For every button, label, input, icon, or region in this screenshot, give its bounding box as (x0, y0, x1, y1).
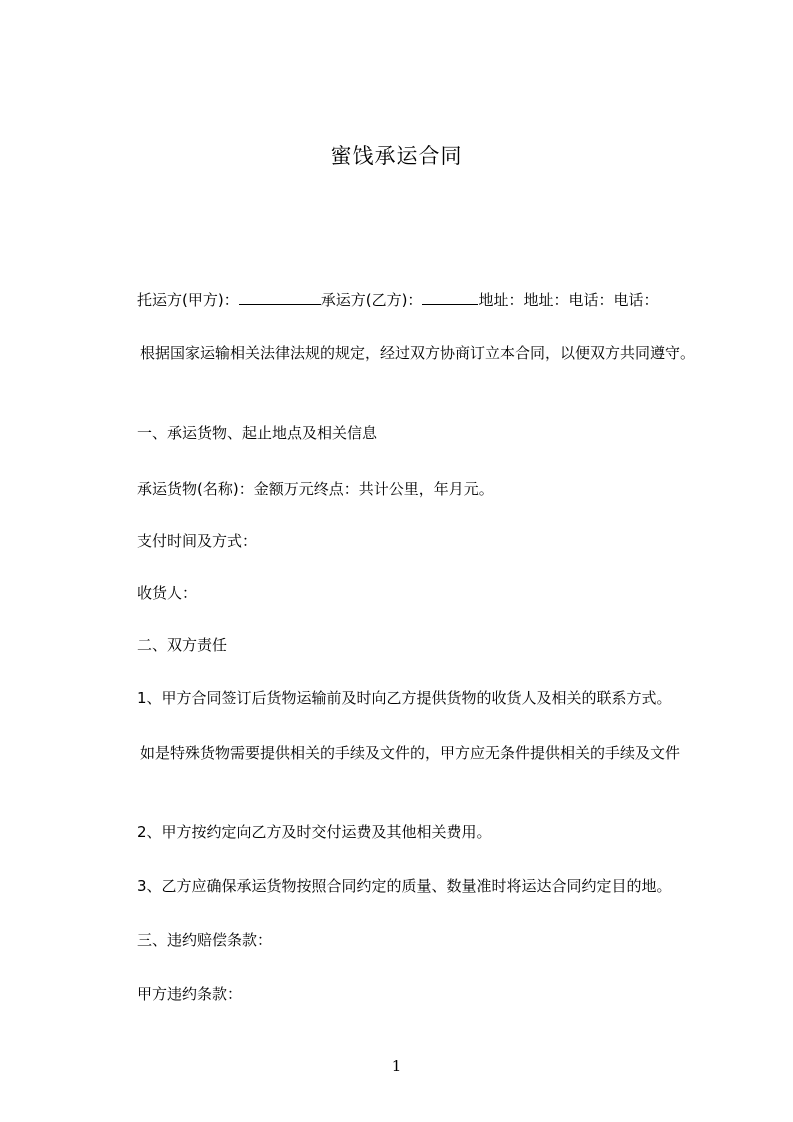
goods-line: 承运货物(名称)：金额万元终点：共计公里，年月元。 (137, 480, 494, 498)
carrier-label: 承运方(乙方)： (320, 291, 423, 309)
section-2-heading: 二、双方责任 (137, 636, 228, 654)
section-3-heading: 三、违约赔偿条款： (137, 931, 273, 949)
duty-item-1-continued: 如是特殊货物需要提供相关的手续及文件的，甲方应无条件提供相关的手续及文件 (140, 744, 681, 762)
section-1-heading: 一、承运货物、起止地点及相关信息 (137, 424, 378, 442)
address-phone-labels: 地址：地址：电话：电话： (478, 291, 659, 309)
payment-line: 支付时间及方式： (137, 532, 258, 550)
receiver-line: 收货人： (137, 584, 198, 602)
intro-paragraph: 根据国家运输相关法律法规的规定，经过双方协商订立本合同，以便双方共同遵守。 (140, 344, 696, 362)
shipper-label: 托运方(甲方)： (137, 291, 239, 309)
parties-line (105, 287, 732, 313)
party-a-breach-line: 甲方违约条款： (137, 985, 243, 1003)
duty-item-3: 3、乙方应确保承运货物按照合同约定的质量、数量准时将运达合同约定目的地。 (137, 877, 672, 895)
carrier-blank (422, 288, 478, 305)
document-title: 蜜饯承运合同 (330, 144, 463, 168)
page-number: 1 (391, 1057, 402, 1075)
shipper-blank (239, 288, 321, 305)
duty-item-2: 2、甲方按约定向乙方及时交付运费及其他相关费用。 (137, 823, 492, 841)
duty-item-1: 1、甲方合同签订后货物运输前及时向乙方提供货物的收货人及相关的联系方式。 (137, 689, 672, 707)
